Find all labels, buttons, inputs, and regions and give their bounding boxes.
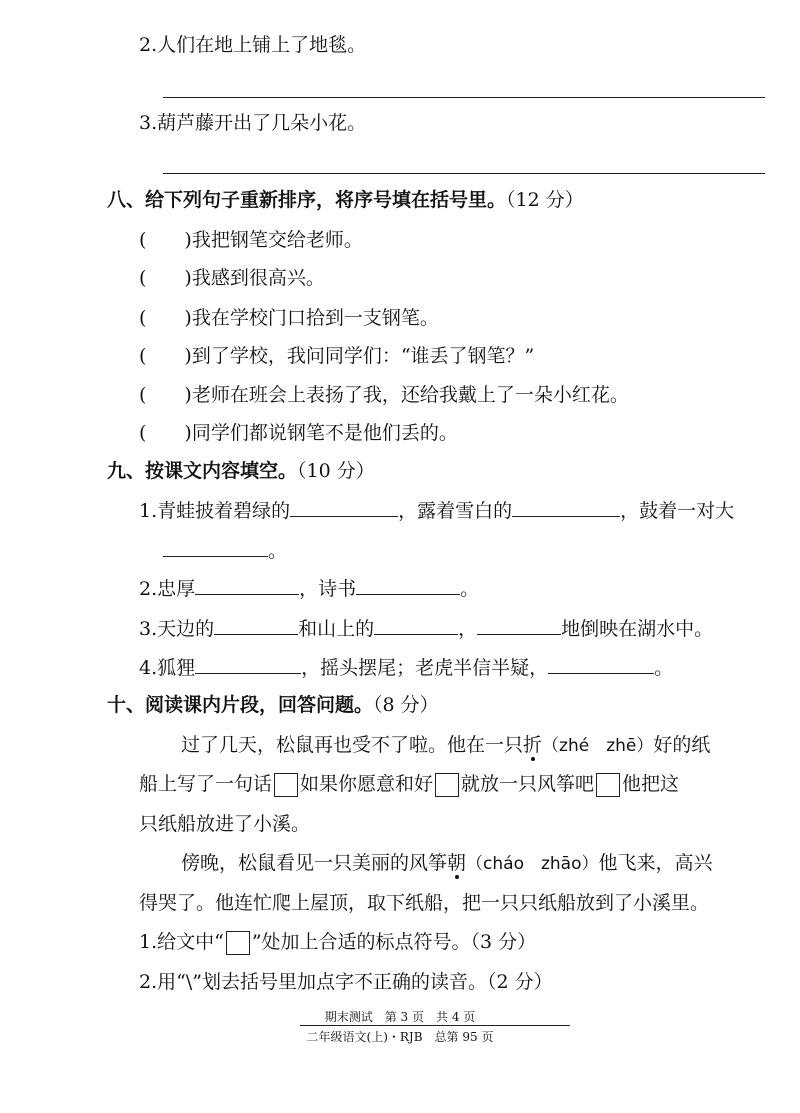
- q9-2: 2.忠厚 ，诗书 。: [139, 578, 480, 600]
- fill-blank[interactable]: [374, 616, 458, 635]
- fill-blank[interactable]: [548, 655, 654, 674]
- sentence-text: 我在学校门口拾到一支钢笔。: [191, 307, 439, 329]
- q7-2-text: 2.人们在地上铺上了地毯。: [139, 34, 367, 56]
- sentence-text: 到了学校，我问同学们：“谁丢了钢笔？”: [191, 345, 535, 367]
- footer-page-info: 期末测试 第 3 页 共 4 页: [324, 1010, 476, 1024]
- punctuation-box[interactable]: [274, 773, 298, 797]
- order-blank[interactable]: ( ): [139, 229, 192, 251]
- fill-blank[interactable]: [195, 655, 301, 674]
- q9-1: 1.青蛙披着碧绿的 ，露着雪白的 ，鼓着一对大: [139, 500, 735, 522]
- order-blank[interactable]: ( ): [139, 384, 192, 406]
- dotted-char: 折: [523, 734, 543, 756]
- q9-1-cont: 。: [163, 538, 287, 563]
- passage-line-4: 傍晚，松鼠看见一只美丽的风筝朝（cháo zhāo）他飞来，高兴: [181, 852, 713, 874]
- sentence-text: 我把钢笔交给老师。: [191, 229, 363, 251]
- answer-line[interactable]: [163, 97, 765, 98]
- section8-points: （12 分）: [506, 189, 584, 211]
- section9-heading: [107, 459, 375, 483]
- order-blank[interactable]: ( ): [139, 422, 192, 444]
- section10-title: 十、阅读课内片段，回答问题。: [107, 694, 374, 716]
- footer-divider: [300, 1025, 570, 1026]
- section8-title: 八、给下列句子重新排序，将序号填在括号里。: [107, 189, 507, 211]
- fill-blank[interactable]: [163, 538, 268, 557]
- footer-book-info: 二年级语文(上)・RJB 总第 95 页: [306, 1030, 494, 1044]
- sentence-text: 老师在班会上表扬了我，还给我戴上了一朵小红花。: [191, 384, 629, 406]
- fill-blank[interactable]: [477, 616, 561, 635]
- sentence-text: 同学们都说钢笔不是他们丢的。: [191, 422, 458, 444]
- q9-3: 3.天边的 和山上的 ， 地倒映在湖水中。: [139, 618, 714, 640]
- order-blank[interactable]: ( ): [139, 307, 192, 329]
- section10-heading: [107, 693, 439, 717]
- passage-line-1: 过了几天，松鼠再也受不了啦。他在一只折（zhé zhē）好的纸: [181, 734, 711, 756]
- passage-line-5: 得哭了。他连忙爬上屋顶，取下纸船，把一只只纸船放到了小溪里。: [139, 892, 710, 914]
- section9-title: 九、按课文内容填空。: [107, 460, 298, 482]
- pinyin-options[interactable]: （cháo zhāo）: [466, 854, 599, 874]
- punctuation-box[interactable]: [596, 773, 620, 797]
- section10-points: （8 分）: [373, 694, 439, 716]
- q10-1: 1.给文中“ ”处加上合适的标点符号。（3 分）: [139, 931, 537, 953]
- punctuation-box[interactable]: [435, 773, 459, 797]
- list-item: [139, 306, 439, 330]
- passage-line-2: 船上写了一句话 如果你愿意和好 就放一只风筝吧 他把这: [139, 773, 680, 795]
- fill-blank[interactable]: [290, 498, 398, 517]
- q10-2: 2.用“\”划去括号里加点字不正确的读音。（2 分）: [139, 971, 553, 993]
- passage-line-3: 只纸船放进了小溪。: [139, 813, 311, 835]
- list-item: [139, 228, 363, 252]
- list-item: [139, 421, 458, 445]
- dotted-char: 朝: [447, 852, 467, 874]
- pinyin-options[interactable]: （zhé zhē）: [542, 736, 654, 756]
- fill-blank[interactable]: [512, 498, 620, 517]
- order-blank[interactable]: ( ): [139, 345, 192, 367]
- q9-4: 4.狐狸 ，摇头摆尾；老虎半信半疑， 。: [139, 657, 674, 679]
- order-blank[interactable]: ( ): [139, 267, 192, 289]
- list-item: [139, 344, 534, 368]
- answer-line[interactable]: [163, 173, 765, 174]
- fill-blank[interactable]: [356, 576, 460, 595]
- list-item: [139, 383, 629, 407]
- q7-3-text: 3.葫芦藤开出了几朵小花。: [139, 112, 367, 134]
- section8-heading: [107, 188, 584, 212]
- punctuation-box-sample: [226, 931, 250, 955]
- fill-blank[interactable]: [195, 576, 299, 595]
- fill-blank[interactable]: [214, 616, 298, 635]
- list-item: [139, 266, 325, 290]
- sentence-text: 我感到很高兴。: [191, 267, 325, 289]
- section9-points: （10 分）: [297, 460, 375, 482]
